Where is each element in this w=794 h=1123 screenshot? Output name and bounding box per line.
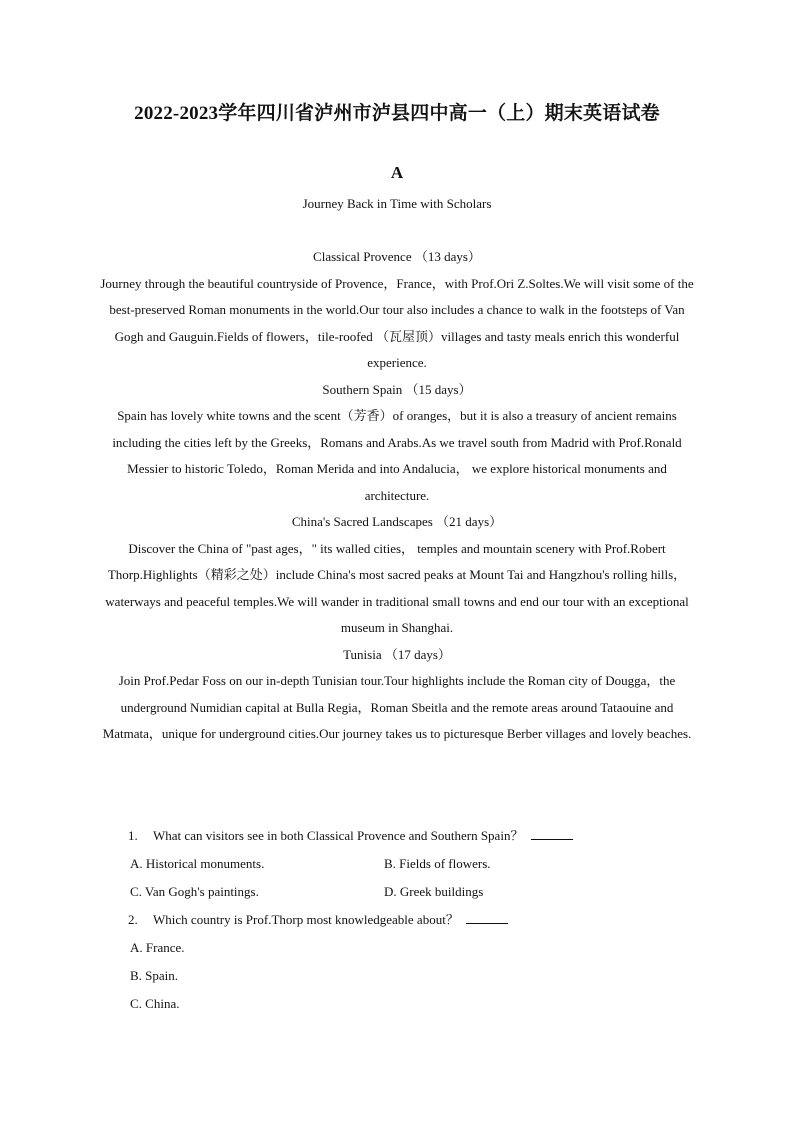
answer-blank[interactable]: [531, 825, 573, 840]
option-row: [128, 852, 688, 880]
option-b[interactable]: B. Spain.: [130, 968, 179, 983]
tour-heading-tunisia: Tunisia （17 days）: [343, 646, 451, 662]
tour-body-provence: Journey through the beautiful countryside of Provence，France，with Prof.Ori Z.Soltes.We will visit some of the best-preserved Roman monuments in the world.Our tour also includes a chance to walk in the footsteps of Van Gogh and Gauguin.Fields of flowers，tile-roofed （瓦屋顶）villages and tasty meals enrich this wonderful experience.: [100, 275, 694, 370]
question-1: [128, 824, 688, 852]
tour-body-spain: Spain has lovely white towns and the scent（芳香）of oranges，but it is also a treasury of ancient remains including the cities left by the Greeks，Romans and Arabs.As we travel south from Madrid with Prof.Ronald Messier to historic Toledo，Roman Merida and into Andalucia， we explore historical monuments and architecture.: [112, 408, 682, 503]
page-title: 2022-2023学年四川省泸州市泸县四中高一（上）期末英语试卷: [134, 103, 660, 124]
reading-passage: [100, 244, 694, 748]
option-row: [128, 964, 688, 992]
question-stem: What can visitors see in both Classical Provence and Southern Spain？: [153, 828, 524, 843]
question-stem: Which country is Prof.Thorp most knowledgeable about？: [153, 912, 459, 927]
passage-title: Journey Back in Time with Scholars: [302, 196, 492, 211]
question-2: [128, 908, 688, 936]
question-number: 1.: [128, 828, 138, 843]
question-list: [128, 824, 688, 1020]
option-d[interactable]: D. Greek buildings: [384, 884, 484, 899]
option-a[interactable]: A. Historical monuments.: [130, 856, 265, 871]
option-row: [128, 936, 688, 964]
tour-heading-china: China's Sacred Landscapes （21 days）: [291, 514, 503, 529]
tour-body-china: Discover the China of "past ages，" its walled cities， temples and mountain scenery with Prof.Robert Thorp.Highlights（精彩之处）include China's most sacred peaks at Mount Tai and Hangzhou's rolling hills， waterways and peaceful temples.We will wander in traditional small towns and end our tour with an exceptional museum in Shanghai.: [105, 540, 689, 635]
option-row: [128, 992, 688, 1020]
option-row: [128, 880, 688, 908]
answer-blank[interactable]: [466, 909, 508, 924]
tour-body-tunisia: Join Prof.Pedar Foss on our in-depth Tunisian tour.Tour highlights include the Roman city of Dougga，the underground Numidian capital at Bulla Regia，Roman Sbeitla and the remote areas around Tataouine and Matmata，unique for underground cities.Our journey takes us to picturesque Berber villages and lovely beaches.: [102, 673, 692, 741]
option-b[interactable]: B. Fields of flowers.: [384, 856, 491, 871]
tour-heading-provence: Classical Provence （13 days）: [313, 249, 481, 264]
option-c[interactable]: C. China.: [130, 996, 180, 1011]
section-letter: A: [390, 163, 404, 182]
option-a[interactable]: A. France.: [130, 940, 185, 955]
question-number: 2.: [128, 912, 138, 927]
option-c[interactable]: C. Van Gogh's paintings.: [130, 884, 259, 899]
tour-heading-spain: Southern Spain （15 days）: [322, 381, 472, 397]
